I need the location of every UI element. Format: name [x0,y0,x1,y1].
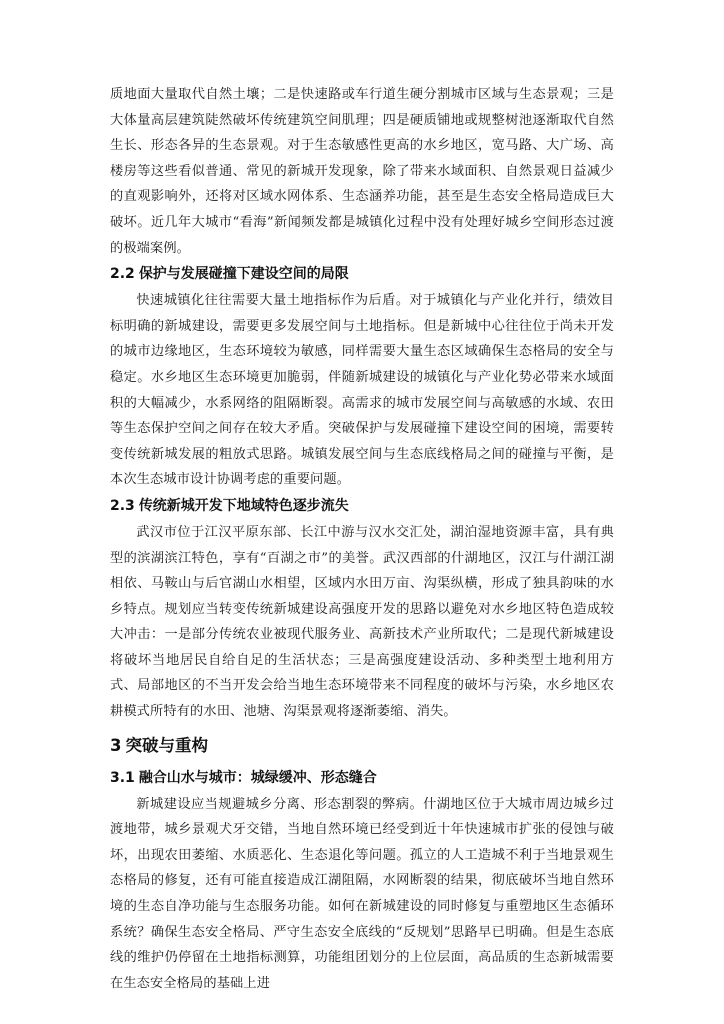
section-number: 2.2 [110,266,135,283]
section-number: 2.3 [110,497,135,514]
section-3-heading [110,731,614,761]
section-2-3-heading [110,493,614,520]
section-title: 保护与发展碰撞下建设空间的局限 [138,266,349,283]
section-2-2-paragraph: 快速城镇化往往需要大量土地指标作为后盾。对于城镇化与产业化并行，绩效目标明确的新城建设，需要更多发展空间与土地指标。但是新城中心往往位于尚未开发的城市边缘地区，生态环境较为敏感，同样需要大量生态区域确保生态格局的安全与稳定。水乡地区生态环境更加脆弱，伴随新城建设的城镇化与产业化势必带来水域面积的大幅减少，水系网络的阻隔断裂。高需求的城市发展空间与高敏感的水域、农田等生态保护空间之间存在较大矛盾。突破保护与发展碰撞下建设空间的困境，需要转变传统新城发展的粗放式思路。城镇发展空间与生态底线格局之间的碰撞与平衡，是本次生态城市设计协调考虑的重要问题。 [110,293,614,488]
section-3-1-paragraph: 新城建设应当规避城乡分离、形态割裂的弊病。什湖地区位于大城市周边城乡过渡地带，城乡景观犬牙交错，当地自然环境已经受到近十年快速城市扩张的侵蚀与破坏，出现农田萎缩、水质恶化、生态退化等问题。孤立的人工造城不利于当地景观生态格局的修复，还有可能直接造成江湖阻隔，水网断裂的结果，彻底破坏当地自然环境的生态自净功能与生态服务功能。如何在新城建设的同时修复与重塑地区生态循环系统？确保生态安全格局、严守生态安全底线的“反规划”思路早已明确。但是生态底线的维护仍停留在土地指标测算，功能组团划分的上位层面，高品质的生态新城需要在生态安全格局的基础上进 [110,796,614,991]
section-title: 融合山水与城市：城绿缓冲、形态缝合 [138,769,377,786]
section-3-1-heading [110,765,614,792]
section-title: 突破与重构 [125,735,208,755]
section-title: 传统新城开发下地域特色逐步流失 [138,497,349,514]
intro-paragraph: 质地面大量取代自然土壤；二是快速路或车行道生硬分割城市区域与生态景观；三是大体量高层建筑陡然破坏传统建筑空间肌理；四是硬质铺地或规整树池逐渐取代自然生长、形态各异的生态景观。对于生态敏感性更高的水乡地区，宽马路、大广场、高楼房等这些看似普通、常见的新城开发现象，除了带来水域面积、自然景观日益减少的直观影响外，还将对区域水网体系、生态涵养功能，甚至是生态安全格局造成巨大破坏。近几年大城市“看海”新闻频发都是城镇化过程中没有处理好城乡空间形态过渡的极端案例。 [110,87,614,256]
section-2-2-heading [110,261,614,288]
section-number: 3.1 [110,769,135,786]
section-number: 3 [110,735,122,755]
section-2-3-paragraph: 武汉市位于江汉平原东部、长江中游与汉水交汇处，湖泊湿地资源丰富，具有典型的滨湖滨江特色，享有“百湖之市”的美誉。武汉西部的什湖地区，汉江与什湖江湖相依、马鞍山与后官湖山水相望，区域内水田万亩、沟渠纵横，形成了独具韵味的水乡特点。规划应当转变传统新城建设高强度开发的思路以避免对水乡地区特色造成较大冲击：一是部分传统农业被现代服务业、高新技术产业所取代；二是现代新城建设将破坏当地居民自给自足的生活状态；三是高强度建设活动、多种类型土地利用方式、局部地区的不当开发会给当地生态环境带来不同程度的破坏与污染，水乡地区农耕模式所特有的水田、池塘、沟渠景观将逐渐萎缩、消失。 [110,524,614,720]
document-page [110,82,614,996]
